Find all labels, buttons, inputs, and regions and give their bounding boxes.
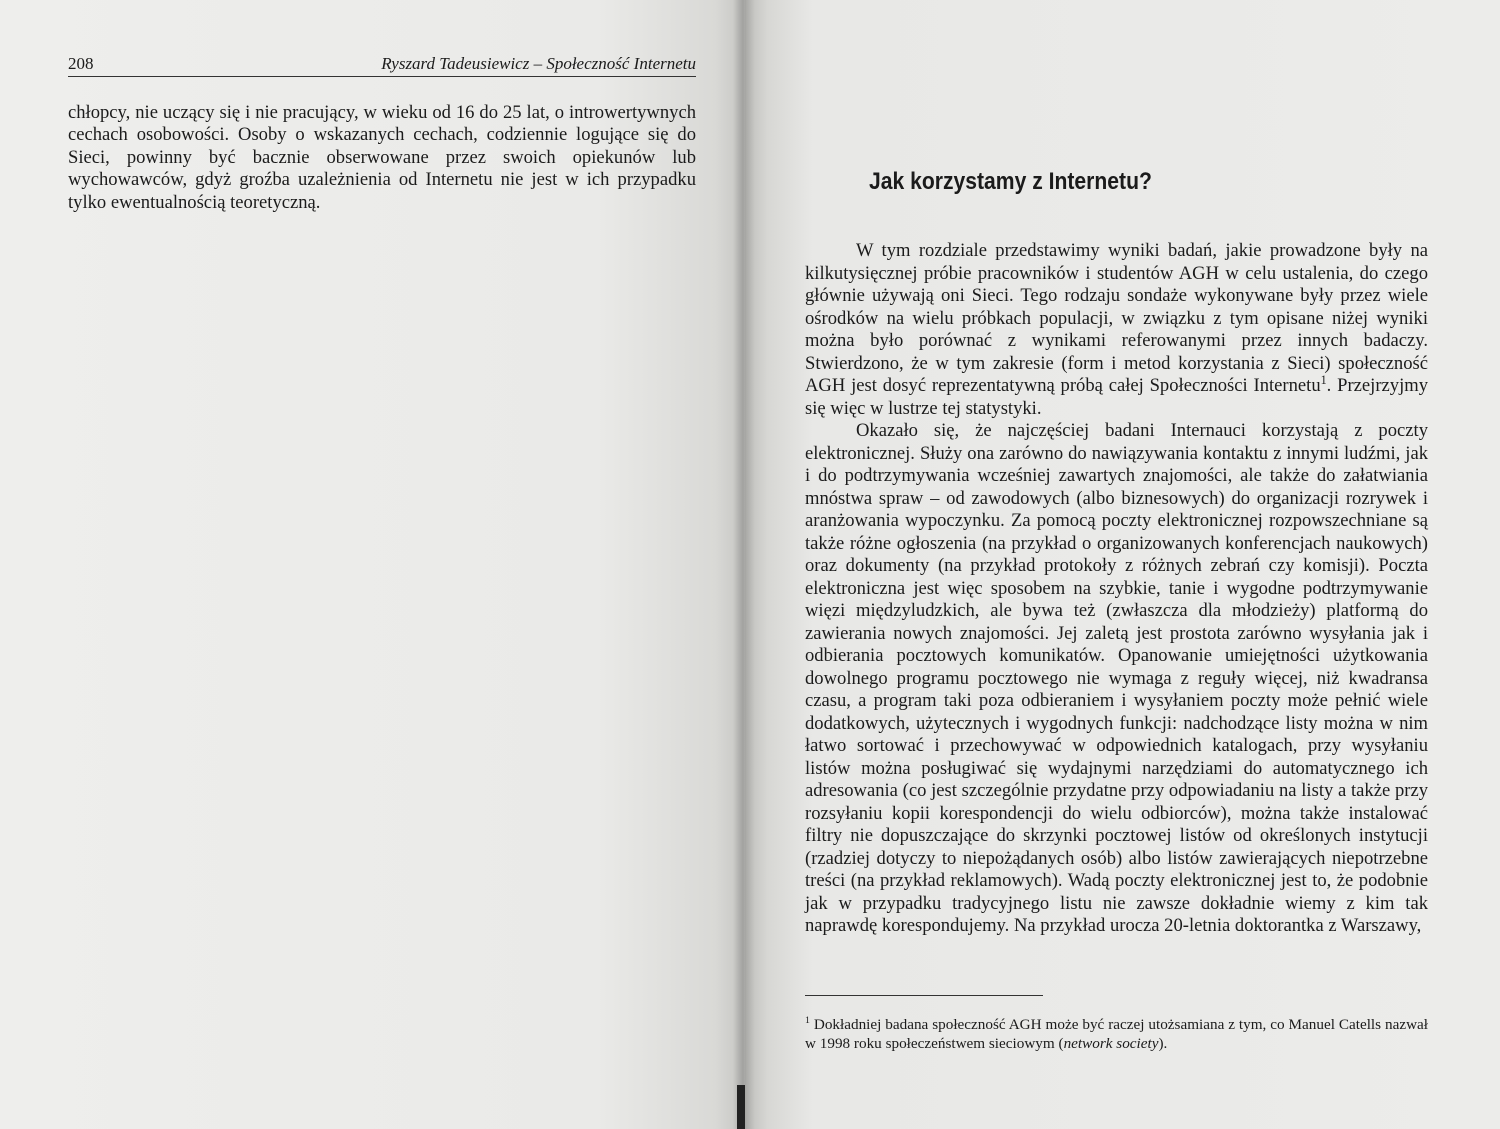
paragraph-1-text: W tym rozdziale przedstawimy wyniki badań, jakie prowadzone były na kilkutysięcznej próbie pracowników i studentów AGH w celu ustalenia, do czego głównie używają oni Sieci. Tego rodzaju sondaże wykonywane były przez wiele ośrodków na wielu próbkach populacji, w związku z tym opisane niżej wyniki można było porównać z wynikami referowanymi przez innych badaczy. Stwierdzono, że w tym zakresie (form i metod korzystania z Sieci) społeczność AGH jest dosyć reprezentatywną próbą całej Społeczności Internetu bbox=[805, 240, 1428, 396]
right-page bbox=[745, 0, 1500, 1129]
left-page bbox=[0, 0, 745, 1129]
paragraph-1-tail: . Przejrzyjmy się więc w lustrze tej statystyki. bbox=[805, 375, 1428, 419]
footnote-marker: 1 bbox=[805, 1014, 810, 1026]
footnote-text: Dokładniej badana społeczność AGH może być raczej utożsamiana z tym, co Manuel Catells nazwał w 1998 roku społeczeństwem sieciowym ( bbox=[805, 1016, 1428, 1052]
right-body-text bbox=[805, 240, 1428, 938]
spine-edge bbox=[737, 1085, 745, 1129]
running-header-title: Ryszard Tadeusiewicz – Społeczność Internetu bbox=[381, 54, 696, 73]
paragraph-1 bbox=[805, 240, 1428, 420]
left-paragraph: chłopcy, nie uczący się i nie pracujący, w wieku od 16 do 25 lat, o introwertywnych cechach osobowości. Osoby o wskazanych cechach, codziennie logujące się do Sieci, powinny być bacznie obserwowane przez swoich opiekunów lub wychowawców, gdyż groźba uzależnienia od Internetu nie jest w ich przypadku tylko ewentualnością teoretyczną. bbox=[68, 102, 696, 213]
page-number: 208 bbox=[68, 54, 94, 73]
footnote-divider bbox=[805, 995, 1043, 996]
running-header bbox=[68, 54, 696, 77]
footnote-text-end: ). bbox=[1158, 1035, 1168, 1052]
paragraph-2: Okazało się, że najczęściej badani Internauci korzystają z poczty elektronicznej. Służy ona zarówno do nawiązywania kontaktu z innymi ludźmi, jak i do podtrzymywania wcześniej zawartych znajomości, ale także do załatwiania mnóstwa spraw – od zawodowych (albo biznesowych) do organizacji rozrywek i aranżowania wypoczynku. Za pomocą poczty elektronicznej rozpowszechniane są także różne ogłoszenia (na przykład o organizowanych konferencjach naukowych) oraz dokumenty (na przykład protokoły z różnych zebrań czy komisji). Poczta elektroniczna jest więc sposobem na szybkie, tanie i wygodne podtrzymywanie więzi międzyludzkich, ale bywa też (zwłaszcza dla młodzieży) platformą do zawierania nowych znajomości. Jej zaletą jest prostota zarówno wysyłania jak i odbierania pocztowych komunikatów. Opanowanie umiejętności użytkowania dowolnego programu pocztowego nie wymaga z reguły więcej, niż kwadransa czasu, a program taki poza odbieraniem i wysyłaniem poczty może pełnić wiele dodatkowych, użytecznych i wygodnych funkcji: nadchodzące listy można w nim łatwo sortować i przechowywać w odpowiednich katalogach, przy wysyłaniu listów można posługiwać się wydajnymi narzędziami do automatycznego ich adresowania (co jest szczególnie przydatne przy odpowiadaniu na listy a także przy rozsyłaniu kopii korespondencji do wielu odbiorców), można także instalować filtry nie dopuszczające do skrzynki pocztowej listów od określonych instytucji (rzadziej dotyczy to niepożądanych osób) albo listów zawierających niepotrzebne treści (na przykład reklamowych). Wadą poczty elektronicznej jest to, że podobnie jak w przypadku tradycyjnego listu nie zawsze dokładnie wiemy z kim tak naprawdę korespondujemy. Na przykład urocza 20-letnia doktorantka z Warszawy, bbox=[805, 420, 1428, 936]
book-gutter bbox=[733, 0, 755, 1129]
footnote-reference[interactable]: 1 bbox=[1320, 372, 1327, 387]
footnote bbox=[805, 1015, 1428, 1053]
section-title: Jak korzystamy z Internetu? bbox=[869, 168, 1152, 195]
bleed-through-left bbox=[68, 100, 698, 1060]
left-body-text bbox=[68, 102, 696, 214]
footnote-italic-term: network society bbox=[1063, 1035, 1159, 1052]
